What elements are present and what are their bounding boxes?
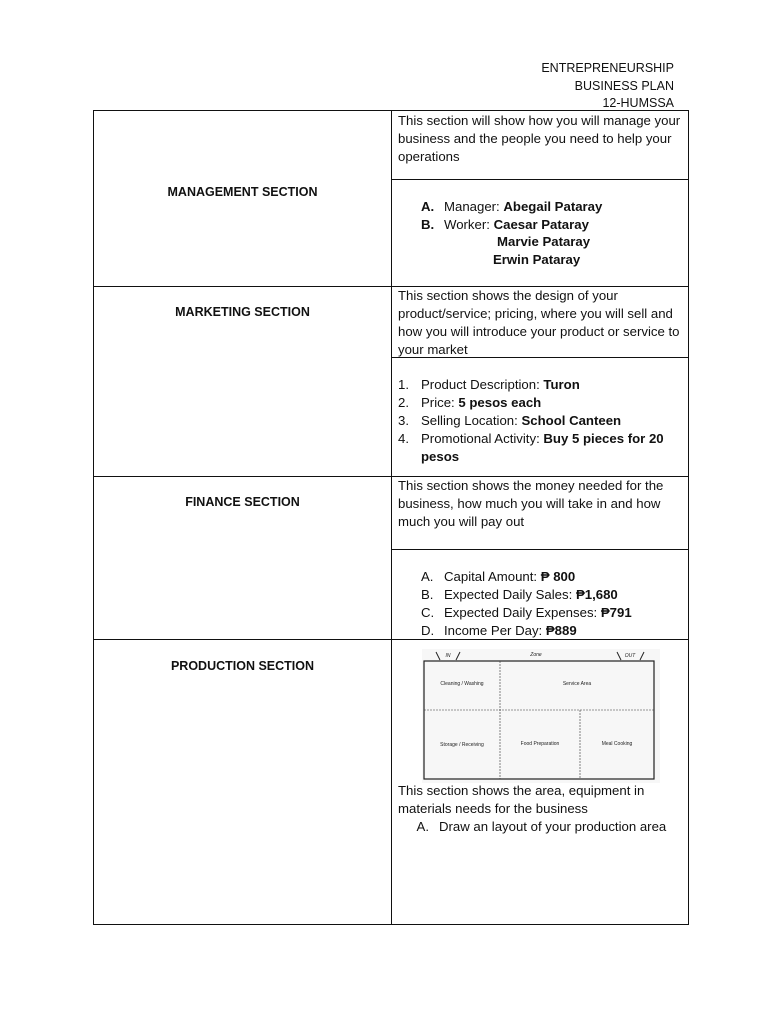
item-value: Turon	[543, 377, 580, 392]
item-text: Draw an layout of your production area	[439, 819, 667, 834]
section-name: 12-HUMSSA	[602, 96, 674, 110]
list-marker: A.	[416, 819, 429, 834]
item-label: Expected Daily Expenses:	[444, 605, 601, 620]
production-layout-diagram	[422, 649, 660, 783]
document-title: BUSINESS PLAN	[574, 79, 674, 93]
cell-divider	[391, 179, 688, 180]
item-label: Worker:	[444, 217, 494, 232]
list-marker: A.	[421, 199, 435, 214]
list-marker: D.	[421, 623, 435, 638]
list-marker: 3.	[398, 413, 409, 428]
out-label: OUT	[624, 653, 636, 659]
item-value: ₱1,680	[575, 587, 618, 602]
management-list	[421, 198, 681, 234]
item-label: Income Per Day:	[444, 623, 546, 638]
list-marker: B.	[421, 587, 434, 602]
area-label: Meal Cooking	[601, 741, 633, 747]
diagram-background	[422, 649, 660, 783]
list-item	[421, 586, 683, 604]
finance-description: This section shows the money needed for the business, how much you will take in and how much you will pay out	[398, 478, 664, 529]
list-item	[421, 216, 681, 234]
list-marker: C.	[421, 605, 435, 620]
list-item	[421, 622, 683, 640]
item-label: Expected Daily Sales:	[444, 587, 576, 602]
area-label: Cleaning / Washing	[440, 681, 484, 687]
list-item	[398, 394, 686, 412]
finance-section-label: FINANCE SECTION	[185, 495, 300, 509]
item-value: 5 pesos each	[458, 395, 542, 410]
marketing-description: This section shows the design of your product/service; pricing, where you will sell and how you will introduce your product or service to your market	[398, 288, 680, 357]
manager-name: Abegail Pataray	[503, 199, 603, 214]
item-label: Product Description:	[421, 377, 544, 392]
list-item	[398, 818, 686, 836]
list-marker: B.	[421, 217, 435, 232]
item-value: ₱791	[600, 605, 632, 620]
list-item	[421, 604, 683, 622]
marketing-section-label: MARKETING SECTION	[175, 305, 310, 319]
list-marker: 4.	[398, 431, 409, 446]
list-item	[398, 412, 686, 430]
item-value: School Canteen	[521, 413, 622, 428]
list-marker: A.	[421, 569, 434, 584]
area-label: Service Area	[562, 681, 592, 687]
list-marker: 2.	[398, 395, 409, 410]
production-list	[398, 818, 686, 836]
list-item	[398, 376, 686, 394]
worker-name: Marvie Pataray	[497, 234, 591, 249]
subject-title: ENTREPRENEURSHIP	[541, 61, 674, 75]
list-item	[421, 198, 681, 216]
production-section-label: PRODUCTION SECTION	[170, 659, 315, 673]
item-value: ₱889	[545, 623, 577, 638]
zone-label: Zone	[530, 652, 542, 658]
management-description: This section will show how you will manage your business and the people you need to help your operations	[398, 113, 681, 164]
worker-name: Caesar Pataray	[493, 217, 589, 232]
finance-list	[421, 568, 683, 640]
list-item	[421, 568, 683, 586]
management-section-label: MANAGEMENT SECTION	[167, 185, 318, 199]
production-description: This section shows the area, equipment in materials needs for the business	[398, 783, 645, 816]
item-value: Buy 5 pieces for 20 pesos	[421, 431, 664, 464]
marketing-list	[398, 376, 686, 466]
in-label: IN	[445, 653, 451, 659]
list-marker: 1.	[398, 377, 409, 392]
column-divider	[391, 111, 392, 924]
item-label: Selling Location:	[421, 413, 522, 428]
worker-name: Erwin Pataray	[493, 252, 581, 267]
list-item	[398, 430, 686, 466]
item-label: Promotional Activity:	[421, 431, 544, 446]
business-plan-table	[93, 110, 689, 925]
item-label: Capital Amount:	[444, 569, 541, 584]
area-label: Storage / Receiving	[440, 742, 484, 748]
item-label: Manager:	[444, 199, 504, 214]
item-value: ₱ 800	[540, 569, 576, 584]
area-label: Food Preparation	[520, 741, 560, 747]
item-label: Price:	[421, 395, 459, 410]
cell-divider	[391, 549, 688, 550]
